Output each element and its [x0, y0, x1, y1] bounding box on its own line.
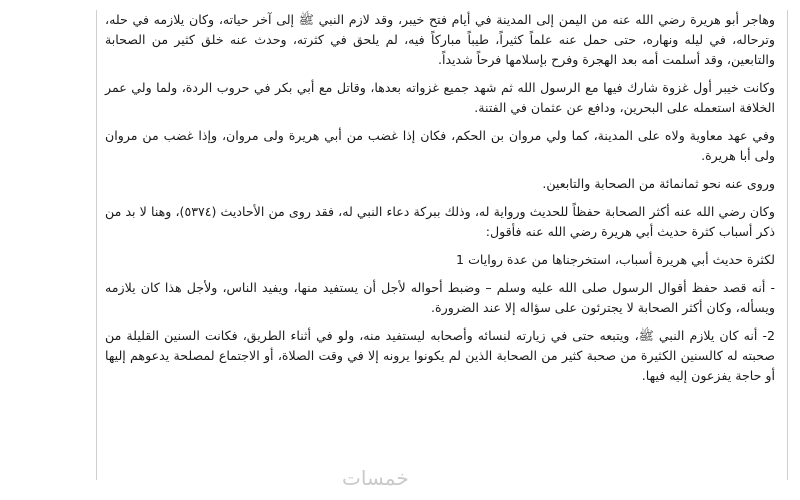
- paragraph-hadith-count: وكان رضي الله عنه أكثر الصحابة حفظاً للحديث ورواية له، وذلك ببركة دعاء النبي له، فقد روى من الأحاديث (٥٣٧٤)، وهنا لا بد من ذكر أسباب كثرة حديث أبي هريرة رضي الله عنه فأقول:: [105, 204, 775, 239]
- paragraph-reason-2: 2- أنه كان يلازم النبي ﷺ، ويتبعه حتى في زيارته لنسائه وأصحابه ليستفيد منه، ولو في أثناء الطريق، فكانت السنين القليلة من صحبته له كالسنين الكثيرة من صحبة كثير من الصحابة الذين لم يكونوا يرونه إلا في وقت الصلاة، أو الاجتماع لمصلحة يدعوهم إليها أو حاجة يفزعون إليه فيها.: [105, 328, 775, 383]
- document-page: [96, 10, 788, 480]
- paragraph-reason-1: - أنه قصد حفظ أقوال الرسول صلى الله عليه وسلم – وضبط أحواله لأجل أن يستفيد منها، ويفيد الناس، ولأجل هذا كان يلازمه ويسأله، وكان أكثر الصحابة لا يجترئون على سؤاله إلا عند الضرورة.: [105, 280, 775, 315]
- paragraph-reasons-intro: لكثرة حديث أبي هريرة أسباب، استخرجناها من عدة روايات 1: [456, 252, 775, 267]
- paragraph-muawiya: وفي عهد معاوية ولاه على المدينة، كما ولي مروان بن الحكم، فكان إذا غضب من أبي هريرة ولى مروان، وإذا غضب من مروان ولى أبا هريرة.: [105, 128, 775, 163]
- paragraph-narrators: وروى عنه نحو ثمانمائة من الصحابة والتابعين.: [542, 176, 775, 191]
- paragraph-khaybar: وكانت خيبر أول غزوة شارك فيها مع الرسول الله ثم شهد جميع غزواته بعدها، وقاتل مع أبي بكر في حروب الردة، ولما ولي عمر الخلافة استعمله على البحرين، ودافع عن عثمان في الفتنة.: [105, 80, 775, 115]
- document-body: [105, 10, 775, 394]
- paragraph-hijra: وهاجر أبو هريرة رضي الله عنه من اليمن إلى المدينة في أيام فتح خيبر، وقد لازم النبي ﷺ إلى آخر حياته، وكان يلازمه في حله، وترحاله، في ليله ونهاره، حتى حمل عنه علماً كثيراً، طيباً مباركاً فيه، لم يلحق في كثرته، وحدث عنه خلق كثير من الصحابة والتابعين، وقد أسلمت أمه بعد الهجرة وفرح بإسلامها فرحاً شديداً.: [105, 12, 775, 67]
- watermark-logo: خمسات: [342, 466, 409, 490]
